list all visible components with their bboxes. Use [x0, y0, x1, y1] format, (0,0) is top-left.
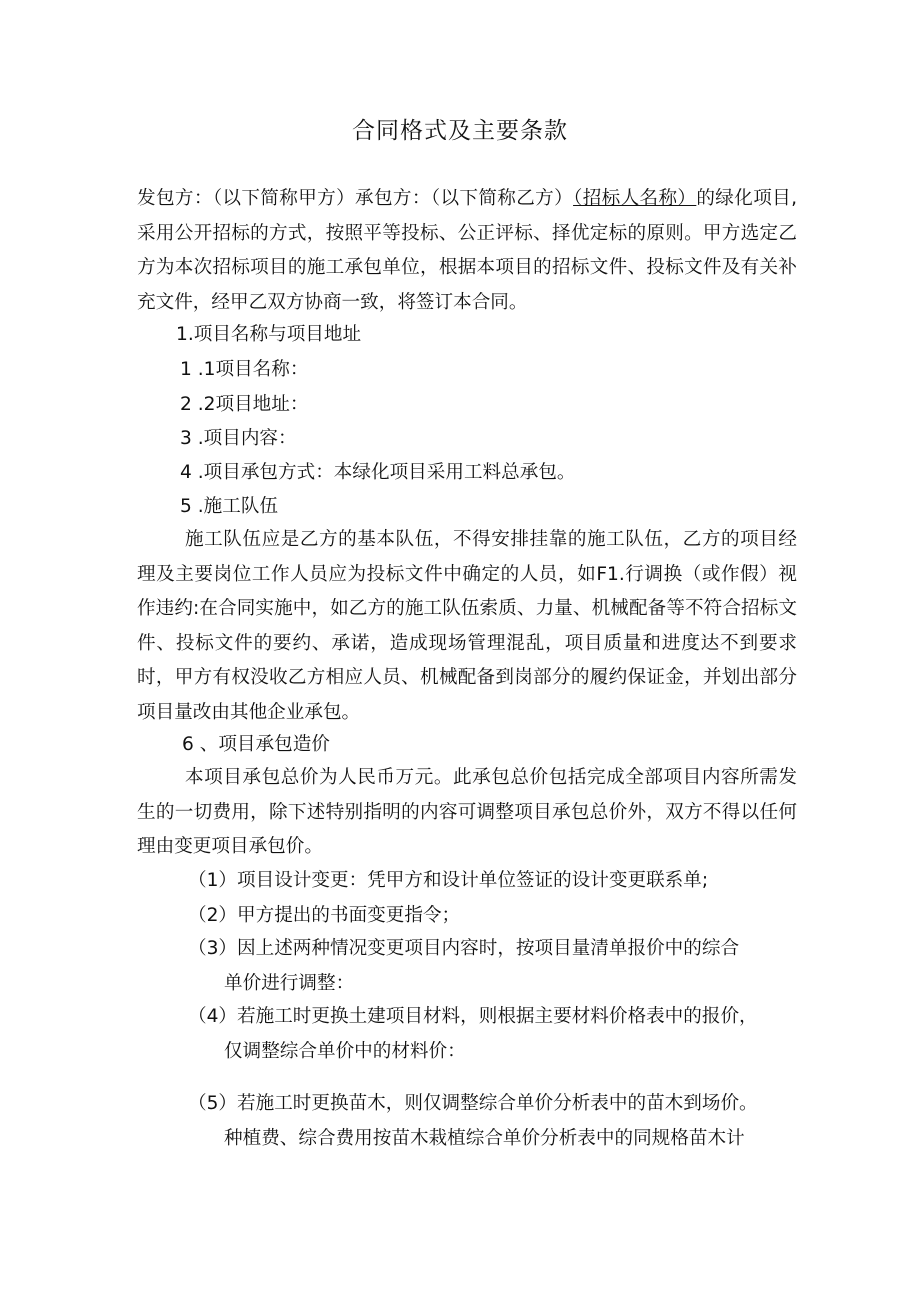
list-item-label: （4）若施工时更换土建项目材料，则根据主要材料价格表中的报价，: [188, 1006, 758, 1027]
intro-text-2: 的绿化项目,采用公开招标的方式，按照平等投标、公正评标、择优定标的原则。甲方选定乙方为本次招标项目的施工承包单位，根据本项目的招标文件、投标文件及有关补充文件，经甲乙双方协商一致，将签订本合同。: [137, 188, 797, 313]
tenderer-name-placeholder: （招标人名称）: [573, 188, 697, 209]
section-3: 3 .项目内容：: [180, 428, 297, 449]
list-item-continuation: 仅调整综合单价中的材料价：: [224, 1040, 466, 1062]
list-item-1: [188, 864, 828, 899]
list-item-continuation: 种植费、综合费用按苗木栽植综合单价分析表中的同规格苗木计: [224, 1127, 745, 1149]
document-title: 合同格式及主要条款: [352, 118, 568, 144]
list-item-label: （5）若施工时更换苗木，则仅调整综合单价分析表中的苗木到场价。: [188, 1093, 758, 1114]
list-item-2: [188, 899, 828, 934]
section-5-heading: 5 .施工队伍: [180, 496, 279, 517]
team-paragraph: 施工队伍应是乙方的基本队伍，不得安排挂靠的施工队伍，乙方的项目经理及主要岗位工作人员应为投标文件中确定的人员，如F1.行调换（或作假）视作违约:在合同实施中，如乙方的施工队伍索质、力量、机械配备等不符合招标文件、投标文件的要约、承诺，造成现场管理混乱，项目质量和进度达不到要求时，甲方有权没收乙方相应人员、机械配备到岗部分的履约保证金，并划出部分项目量改由其他企业承包。: [137, 529, 797, 723]
section-6-heading: 6 、项目承包造价: [182, 734, 330, 755]
list-item-4: [188, 1000, 828, 1069]
section-1-heading: 1.项目名称与项目地址: [176, 324, 362, 345]
list-item-5: [188, 1087, 838, 1156]
list-item-3: [188, 932, 828, 1001]
list-item-label: （3）因上述两种情况变更项目内容时，按项目量清单报价中的综合: [188, 938, 740, 959]
intro-text-1: 发包方：（以下简称甲方）承包方：（以下简称乙方）: [137, 188, 574, 209]
list-item-continuation: 单价进行调整：: [224, 972, 355, 994]
section-1-1: 1 .1项目名称：: [180, 359, 309, 380]
list-item-label: （1）项目设计变更：凭甲方和设计单位签证的设计变更联系单;: [188, 870, 709, 891]
list-item-label: （2）甲方提出的书面变更指令；: [188, 905, 461, 926]
section-4: 4 .项目承包方式：本绿化项目采用工料总承包。: [180, 462, 576, 483]
price-paragraph: 本项目承包总价为人民币万元。此承包总价包括完成全部项目内容所需发生的一切费用，除下述特别指明的内容可调整项目承包总价外，双方不得以任何理由变更项目承包价。: [137, 767, 797, 857]
intro-paragraph: [137, 182, 797, 320]
section-1-2: 2 .2项目地址：: [180, 394, 309, 415]
